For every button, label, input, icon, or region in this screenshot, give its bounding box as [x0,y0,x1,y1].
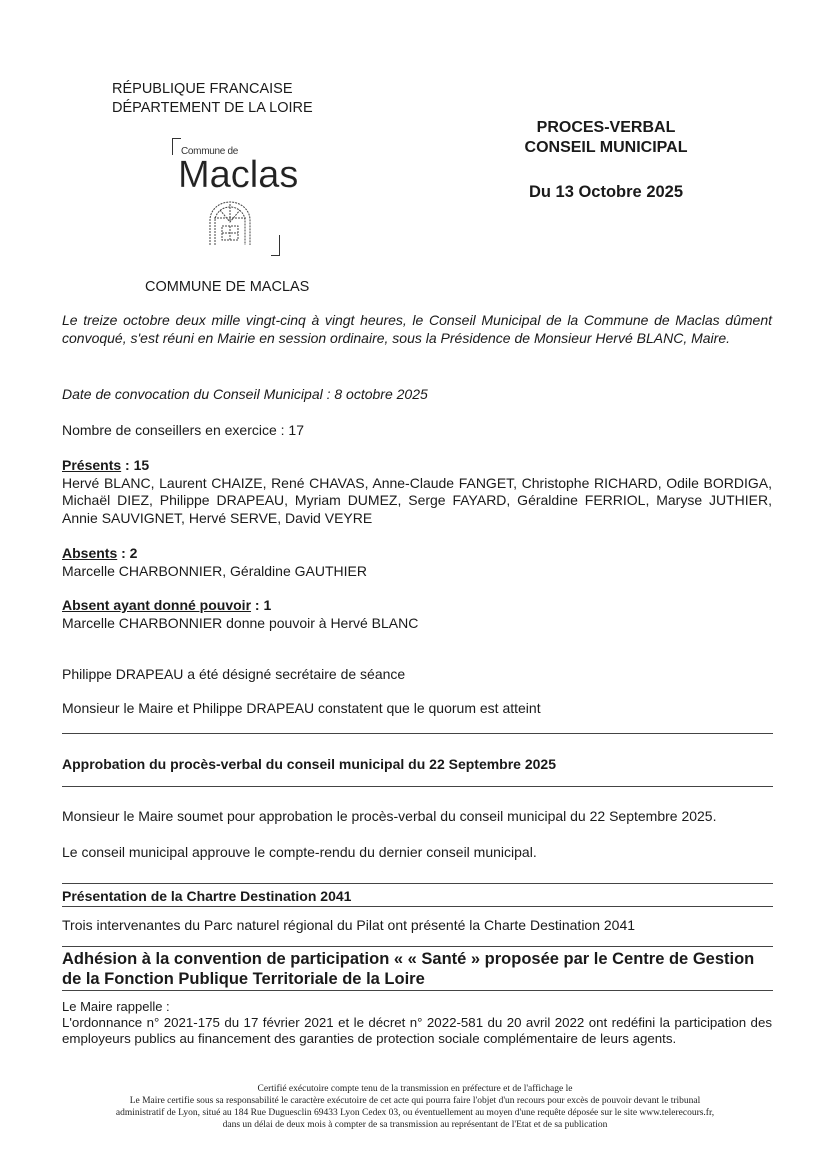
logo-big-text: Maclas [178,154,299,196]
commune-label: COMMUNE DE MACLAS [145,279,310,295]
section-paragraph: Monsieur le Maire soumet pour approbation le procès-verbal du conseil municipal du 22 Septembre 2025. [62,808,717,824]
absents-names: Marcelle CHARBONNIER, Géraldine GAUTHIER [62,562,367,579]
legal-footer [70,1083,760,1131]
presents-label: Présents [62,457,122,473]
section-divider [62,990,773,991]
section-title-charte: Présentation de la Chartre Destination 2041 [62,888,352,904]
section-paragraph: Le conseil municipal approuve le compte-rendu du dernier conseil municipal. [62,844,537,860]
proxy-count: : 1 [251,597,272,613]
footer-line: Le Maire certifie sous sa responsabilité le caractère exécutoire de cet acte qui pourra faire l'objet d'un recours pour excès de pouvoir devant le tribunal [129,1096,701,1106]
header-authority [112,80,313,118]
meeting-date: Du 13 Octobre 2025 [528,183,684,201]
section-paragraph: Trois intervenantes du Parc naturel régional du Pilat ont présenté la Charte Destination 2041 [62,917,636,933]
commune-logo [172,138,299,256]
section-paragraph: L'ordonnance n° 2021-175 du 17 février 2021 et le décret n° 2022-581 du 20 avril 2022 ont redéfini la participation des employeurs publics au financement des garanties de protection sociale complémentaire de leurs agents. [62,1015,772,1046]
document-title-block [470,118,742,202]
section-divider [62,906,773,907]
logo-corner-top-left [172,138,181,155]
absents-count: : 2 [117,545,138,561]
footer-line: dans un délai de deux mois à compter de sa transmission au représentant de l'Etat et de sa publication [222,1120,608,1130]
section-divider [62,946,773,947]
absents-block [62,545,772,580]
departement-label: DÉPARTEMENT DE LA LOIRE [112,100,313,116]
proxy-label: Absent ayant donné pouvoir [62,597,252,613]
section-divider [62,883,773,884]
republique-label: RÉPUBLIQUE FRANCAISE [112,81,293,97]
document-title: PROCES-VERBAL [536,119,676,136]
section-paragraph: Le Maire rappelle : [62,999,170,1014]
logo-small-text: Commune de [181,146,239,157]
presents-names: Hervé BLANC, Laurent CHAIZE, René CHAVAS, Anne-Claude FANGET, Christophe RICHARD, Odile BORDIGA, Michaël DIEZ, Philippe DRAPEAU, Myriam DUMEZ, Serge FAYARD, Géraldine FERRIOL, Maryse JUTHIER, Annie SAUVIGNET, Hervé SERVE, David VEYRE [62,474,772,526]
proxy-names: Marcelle CHARBONNIER donne pouvoir à Hervé BLANC [62,614,419,631]
section-divider [62,733,773,734]
convocation-date: Date de convocation du Conseil Municipal : 8 octobre 2025 [62,386,428,402]
councillor-count: Nombre de conseillers en exercice : 17 [62,422,305,438]
secretary-statement: Philippe DRAPEAU a été désigné secrétaire de séance [62,666,406,682]
document-subtitle: CONSEIL MUNICIPAL [524,139,688,156]
logo-corner-bottom-right [271,235,280,256]
quorum-statement: Monsieur le Maire et Philippe DRAPEAU constatent que le quorum est atteint [62,700,541,716]
proxy-block [62,597,772,632]
footer-line: administratif de Lyon, situé au 184 Rue Duguesclin 69433 Lyon Cedex 03, ou éventuellement au moyen d'une requête déposée sur le site www.telerecours.fr, [115,1108,715,1118]
section-divider [62,786,773,787]
intro-paragraph: Le treize octobre deux mille vingt-cinq à vingt heures, le Conseil Municipal de la Commune de Maclas dûment convoqué, s'est réuni en Mairie en session ordinaire, sous la Présidence de Monsieur Hervé BLANC, Maire. [62,312,772,346]
arched-door-icon [206,200,254,246]
footer-line: Certifié exécutoire compte tenu de la transmission en préfecture et de l'affichage le [257,1084,573,1094]
absents-label: Absents [62,545,118,561]
presents-block [62,457,772,527]
section-title-approbation: Approbation du procès-verbal du conseil municipal du 22 Septembre 2025 [62,756,557,772]
section-title-adhesion: Adhésion à la convention de participation « « Santé » proposée par le Centre de Gestion de la Fonction Publique Territoriale de la Loire [62,950,755,988]
presents-count: : 15 [121,457,150,473]
